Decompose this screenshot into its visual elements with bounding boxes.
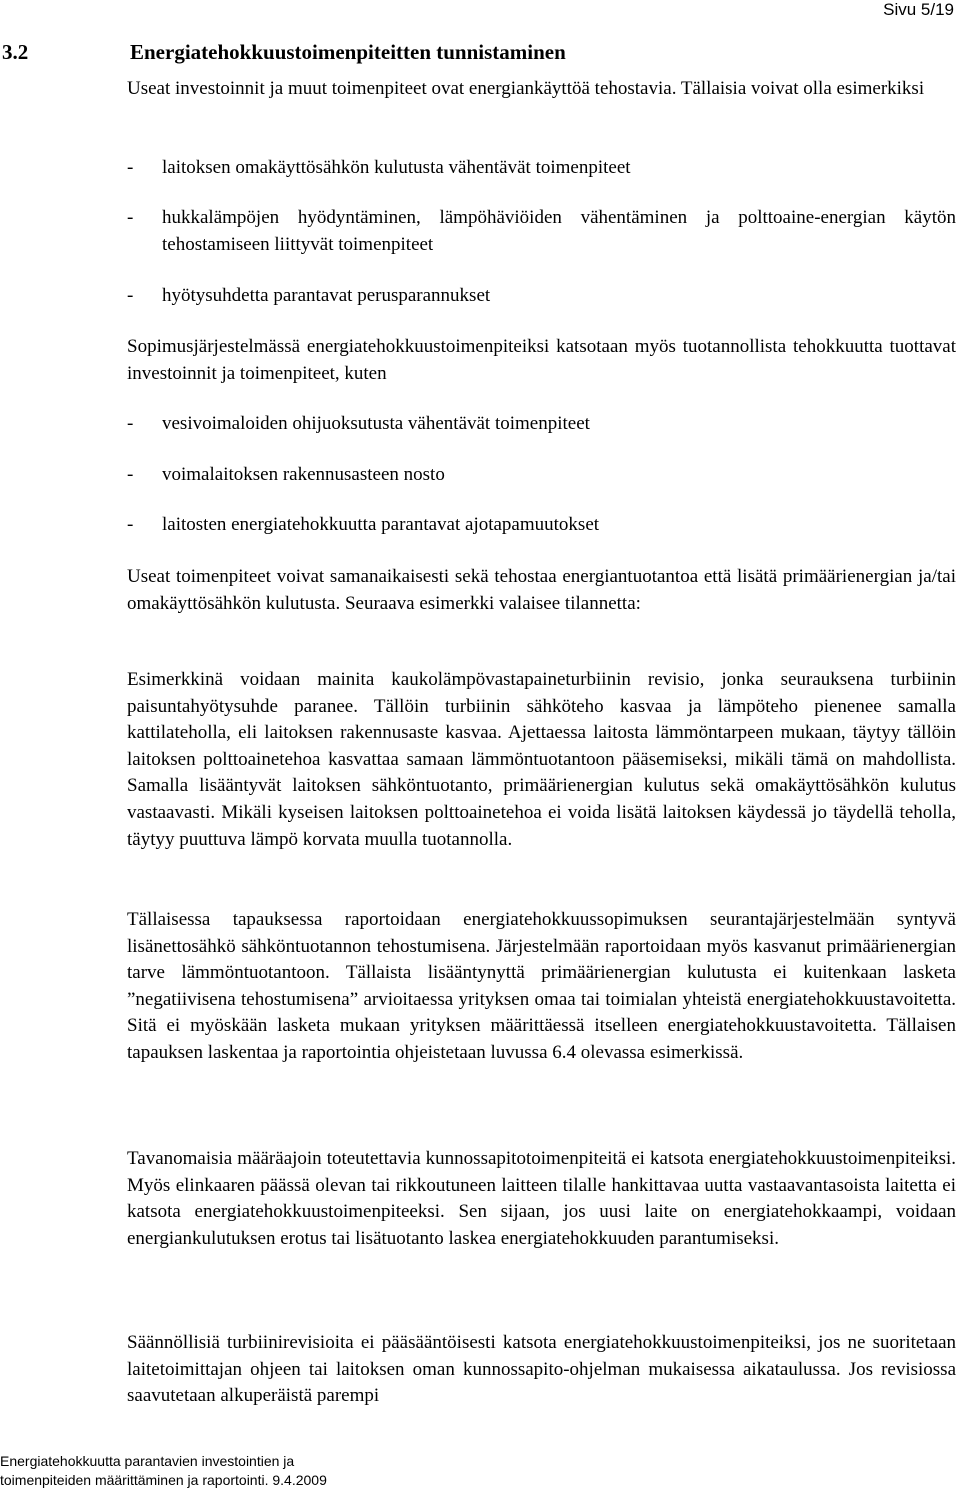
paragraph-esimerkki: Esimerkkinä voidaan mainita kaukolämpövastapaineturbiinin revisio, jonka seurauksena turbiinin paisuntahyötysuhde paranee. Tällöin turbiinin sähköteho kasvaa ja lämpöteho pienenee samalla kattilateholla, eli laitoksen rakennusaste kasvaa. Ajettaessa laitosta lämmöntarpeen mukaan, täytyy tällöin laitoksen polttoainetehoa kasvattaa samaan lämmöntuotantoon pääsemiseksi, mikäli tämä on mahdollista. Samalla lisääntyvät laitoksen sähköntuotanto, primäärienergian kulutus sekä omakäyttösähkön kulutus vastaavasti. Mikäli kyseisen laitoksen polttoainetehoa ei voida lisätä laitoksen käydessä jo täydellä teholla, täytyy puuttuva lämpö korvata muulla tuotannolla. xyxy=(127,669,956,850)
list-item-text: hukkalämpöjen hyödyntäminen, lämpöhäviöiden vähentäminen ja polttoaine-energian käytön tehostamiseen liittyvät toimenpiteet xyxy=(162,207,956,255)
paragraph-useat: Useat toimenpiteet voivat samanaikaisesti sekä tehostaa energiantuotantoa että lisätä primäärienergian ja/tai omakäyttösähkön kulutusta. Seuraava esimerkki valaisee tilannetta: xyxy=(127,566,956,614)
list-item xyxy=(127,155,956,182)
paragraph-saannollisia: Säännöllisiä turbiinirevisioita ei pääsääntöisesti katsota energiatehokkuustoimenpiteiksi, jos ne suoritetaan laitetoimittajan ohjeen tai laitoksen oman kunnossapito-ohjelman mukaisessa aikataulussa. Jos revisiossa saavutetaan alkuperäistä parempi xyxy=(127,1332,956,1407)
list-item-text: hyötysuhdetta parantavat perusparannukset xyxy=(162,285,491,306)
section-title: Energiatehokkuustoimenpiteitten tunnistaminen xyxy=(130,40,566,64)
list-dash: - xyxy=(127,413,134,434)
section-number: 3.2 xyxy=(2,40,29,64)
list-item xyxy=(127,283,956,310)
page-number: Sivu 5/19 xyxy=(883,0,954,19)
section-heading xyxy=(0,38,566,66)
list-item xyxy=(127,205,956,258)
list-dash: - xyxy=(127,464,134,485)
paragraph-tallaisessa: Tällaisessa tapauksessa raportoidaan energiatehokkuussopimuksen seurantajärjestelmään syntyvä lisänettosähkö sähköntuotannon tehostumisena. Järjestelmään raportoidaan myös kasvanut primäärienergian tarve lämmöntuotantoon. Tällaista lisääntynyttä primäärienergian kulutusta ei kuitenkaan lasketa ”negatiivisena tehostumisena” arvioitaessa yrityksen omaa tai toimialan yhteistä energiatehokkuustavoitetta. Sitä ei myöskään lasketa mukaan yrityksen määrittäessä itselleen energiatehokkuustavoitetta. Tällaisen tapauksen laskentaa ja raportointia ohjeistetaan luvussa 6.4 olevassa esimerkissä. xyxy=(127,909,956,1063)
paragraph-tavanomaisia: Tavanomaisia määräajoin toteutettavia kunnossapitotoimenpiteitä ei katsota energiatehokkuustoimenpiteiksi. Myös elinkaaren päässä olevan tai rikkoutuneen laitteen tilalle hankittavaa uutta vastaavantasoista laitetta ei katsota energiatehokkuustoimenpiteeksi. Sen sijaan, jos uusi laite on energiatehokkaampi, voidaan energiankulutuksen erotus tai lisätuotanto laskea energiatehokkuuden parantumiseksi. xyxy=(127,1148,956,1249)
footer-line-2: toimenpiteiden määrittäminen ja raportointi. 9.4.2009 xyxy=(0,1472,327,1488)
list-item xyxy=(127,512,956,539)
list-item xyxy=(127,462,956,489)
footer-line-1: Energiatehokkuutta parantavien investointien ja xyxy=(0,1453,295,1469)
page-footer xyxy=(0,1452,327,1490)
list-item xyxy=(127,411,956,438)
list-item-text: voimalaitoksen rakennusasteen nosto xyxy=(162,464,445,485)
paragraph-sopimus: Sopimusjärjestelmässä energiatehokkuustoimenpiteiksi katsotaan myös tuotannollista tehokkuutta tuottavat investoinnit ja toimenpiteet, kuten xyxy=(127,336,956,384)
list-item-text: vesivoimaloiden ohijuoksutusta vähentävät toimenpiteet xyxy=(162,413,590,434)
intro-paragraph: Useat investoinnit ja muut toimenpiteet ovat energiankäyttöä tehostavia. Tällaisia voivat olla esimerkiksi xyxy=(127,78,925,99)
list-dash: - xyxy=(127,207,134,228)
list-item-text: laitoksen omakäyttösähkön kulutusta vähentävät toimenpiteet xyxy=(162,157,631,178)
list-dash: - xyxy=(127,157,134,178)
list-dash: - xyxy=(127,514,134,535)
list-dash: - xyxy=(127,285,134,306)
list-item-text: laitosten energiatehokkuutta parantavat ajotapamuutokset xyxy=(162,514,600,535)
